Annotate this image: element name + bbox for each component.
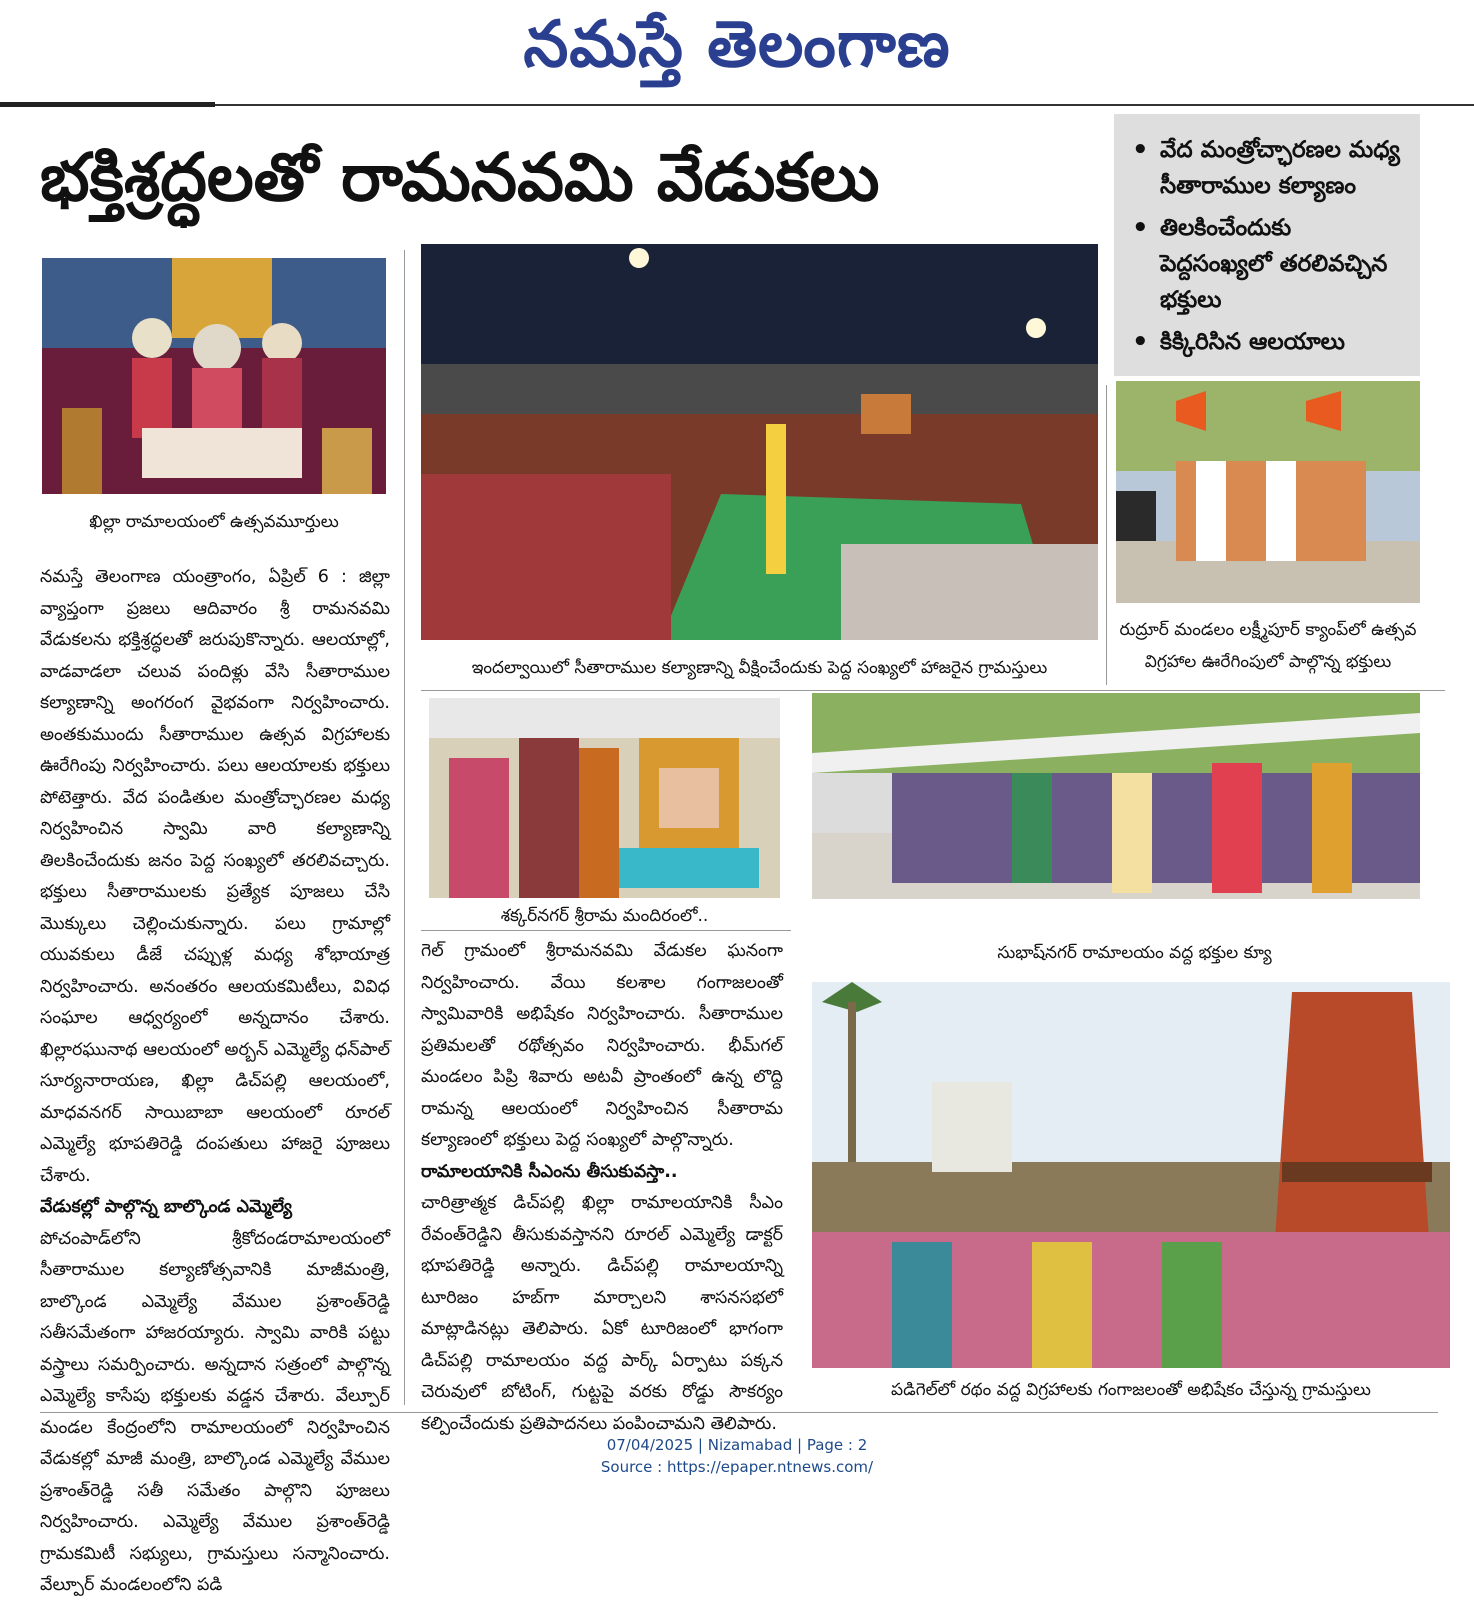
caption-photo4: శక్కర్‌నగర్ శ్రీరామ మందిరంలో.. (500, 906, 709, 926)
caption-photo5: సుభాష్‌నగర్ రామాలయం వద్ద భక్తుల క్యూ (997, 943, 1272, 963)
article-paragraph: పోచంపాడ్‌లోని శ్రీకోదండరామాలయంలో సీతారాముల కల్యాణోత్సవానికి మాజీమంత్రి, బాల్కొండ ఎమ్మెల్యే వేముల ప్రశాంత్‌రెడ్డి సతీసమేతంగా హాజరయ్యారు. స్వామి వారికి పట్టు వస్త్రాలు సమర్పించారు. అన్నదాన సత్రంలో పాల్గొన్న ఎమ్మెల్యే కాసేపు భక్తులకు వడ్డన చేశారు. వేల్పూర్ మండల కేంద్రంలోని రామాలయంలో నిర్వహించిన వేడుకల్లో మాజీ మంత్రి, బాల్కొండ ఎమ్మెల్యే వేముల ప్రశాంత్‌రెడ్డి సతీ సమేతం పాల్గొని పూజలు నిర్వహించారు. ఎమ్మెల్యే వేముల ప్రశాంత్‌రెడ్డి గ్రామకమిటీ సభ్యులు, గ్రామస్తులు సన్మానించారు. వేల్పూర్ మండలంలోని పడి (40, 1228, 390, 1595)
article-paragraph: నమస్తే తెలంగాణ యంత్రాంగం, ఏప్రిల్ 6 : జిల్లా వ్యాప్తంగా ప్రజలు ఆదివారం శ్రీ రామనవమి వేడుకలను భక్తిశ్రద్ధలతో జరుపుకొన్నారు. ఆలయాల్లో, వాడవాడలా చలువ పందిళ్లు వేసి సీతారాముల కల్యాణాన్ని అంగరంగ వైభవంగా నిర్వహించారు. అంతకుముందు సీతారాముల ఉత్సవ విగ్రహాలకు ఊరేగింపు నిర్వహించారు. పలు ఆలయాలకు భక్తులు పోటెత్తారు. వేద పండితుల మంత్రోచ్ఛారణల మధ్య నిర్వహించిన స్వామి వారి కల్యాణాన్ని తిలకించేందుకు జనం పెద్ద సంఖ్యలో తరలివచ్చారు. భక్తులు సీతారాములకు ప్రత్యేక పూజలు చేసి మొక్కులు చెల్లించుకున్నారు. పలు గ్రామాల్లో యువకులు డీజే చప్పుళ్ల మధ్య శోభాయాత్ర నిర్వహించారు. అనంతరం ఆలయకమిటీలు, వివిధ సంఘాల ఆధ్వర్యంలో అన్నదానం చేశారు. ఖిల్లారఘునాథ ఆలయంలో అర్బన్ ఎమ్మెల్యే ధన్‌పాల్ సూర్యనారాయణ, ఖిల్లా డిచ్‌పల్లి ఆలయంలో, మాధవనగర్ సాయిబాబా ఆలయంలో రూరల్ ఎమ్మెల్యే భూపతిరెడ్డి దంపతులు హాజరై పూజలు చేశారు. (40, 567, 390, 1186)
caption-photo1: ఖిల్లా రామాలయంలో ఉత్సవమూర్తులు (89, 512, 339, 532)
footer-source: Source : https://epaper.ntnews.com/ (600, 1458, 874, 1476)
caption-photo3-line1: రుద్రూర్ మండలం లక్ష్మీపూర్ క్యాంప్‌లో ఉత్సవ (1119, 620, 1417, 640)
masthead-rule-thin (215, 104, 1474, 106)
newspaper-masthead: నమస్తే తెలంగాణ (523, 8, 951, 82)
highlights-box (1114, 114, 1420, 376)
article-paragraph: గెల్ గ్రామంలో శ్రీరామనవమి వేడుకల ఘనంగా నిర్వహించారు. వేయి కలశాల గంగాజలంతో స్వామివారికి అభిషేకం నిర్వహించారు. సీతారాముల ప్రతిమలతో రథోత్సవం నిర్వహించారు. భీమ్‌గల్ మండలం పిప్రి శివారు అటవీ ప్రాంతంలో ఉన్న లొద్ది రామన్న ఆలయంలో నిర్వహించిన సీతారామ కల్యాణంలో భక్తులు పెద్ద సంఖ్యలో పాల్గొన్నారు. (421, 941, 783, 1150)
section-divider (421, 690, 1445, 691)
highlight-item: • కిక్కిరిసిన ఆలయాలు (1132, 324, 1406, 360)
article-subhead: వేడుకల్లో పాల్గొన్న బాల్కొండ ఎమ్మెల్యే (40, 1197, 293, 1217)
highlights-list (1132, 132, 1406, 360)
photo-shakkarnagar-mandir (429, 698, 780, 898)
footer-dateline: 07/04/2025 | Nizamabad | Page : 2 (606, 1436, 868, 1454)
caption-photo2: ఇందల్వాయిలో సీతారాముల కల్యాణాన్ని వీక్షించేందుకు పెద్ద సంఖ్యలో హాజరైన గ్రామస్తులు (471, 658, 1048, 678)
article-paragraph: చారిత్రాత్మక డిచ్‌పల్లి ఖిల్లా రామాలయానికి సీఎం రేవంత్‌రెడ్డిని తీసుకువస్తానని రూరల్ ఎమ్మెల్యే డాక్టర్ భూపతిరెడ్డి అన్నారు. డిచ్‌పల్లి రామాలయాన్ని టూరిజం హబ్‌గా మార్చాలని శాసనసభలో మాట్లాడినట్లు తెలిపారు. ఏకో టూరిజంలో భాగంగా డిచ్‌పల్లి రామాలయం వద్ద పార్క్ ఏర్పాటు పక్కన చెరువులో బోటింగ్, గుట్టపై వరకు రోడ్డు సౌకర్యం కల్పించేందుకు ప్రతిపాదనలు పంపించామని తెలిపారు. (421, 1193, 783, 1434)
photo-temple-idols (42, 258, 386, 494)
masthead-rule-thick (0, 102, 215, 107)
column-divider (1106, 385, 1107, 685)
column-divider (404, 250, 405, 1405)
highlight-item: • వేద మంత్రోచ్ఛారణల మధ్య సీతారాముల కల్యాణం (1132, 132, 1406, 204)
photo-subhashnagar-queue (812, 693, 1420, 899)
highlight-item: • తిలకించేందుకు పెద్దసంఖ్యలో తరలివచ్చిన భక్తులు (1132, 210, 1406, 318)
photo-indalvai-crowd (421, 244, 1098, 640)
caption-photo3-line2: విగ్రహాల ఊరేగింపులో పాల్గొన్న భక్తులు (1144, 652, 1392, 672)
photo-procession-lakshmipur (1116, 381, 1420, 603)
article-subhead: రామాలయానికి సీఎంను తీసుకువస్తా.. (421, 1161, 678, 1182)
article-column-2 (421, 936, 783, 1440)
section-divider (421, 930, 791, 931)
photo-padigel-chariot (812, 982, 1450, 1368)
article-headline: భక్తిశ్రద్ధలతో రామనవమి వేడుకలు (40, 139, 880, 216)
caption-photo6: పడిగెల్‌లో రథం వద్ద విగ్రహాలకు గంగాజలంతో అభిషేకం చేస్తున్న గ్రామస్తులు (891, 1380, 1371, 1400)
